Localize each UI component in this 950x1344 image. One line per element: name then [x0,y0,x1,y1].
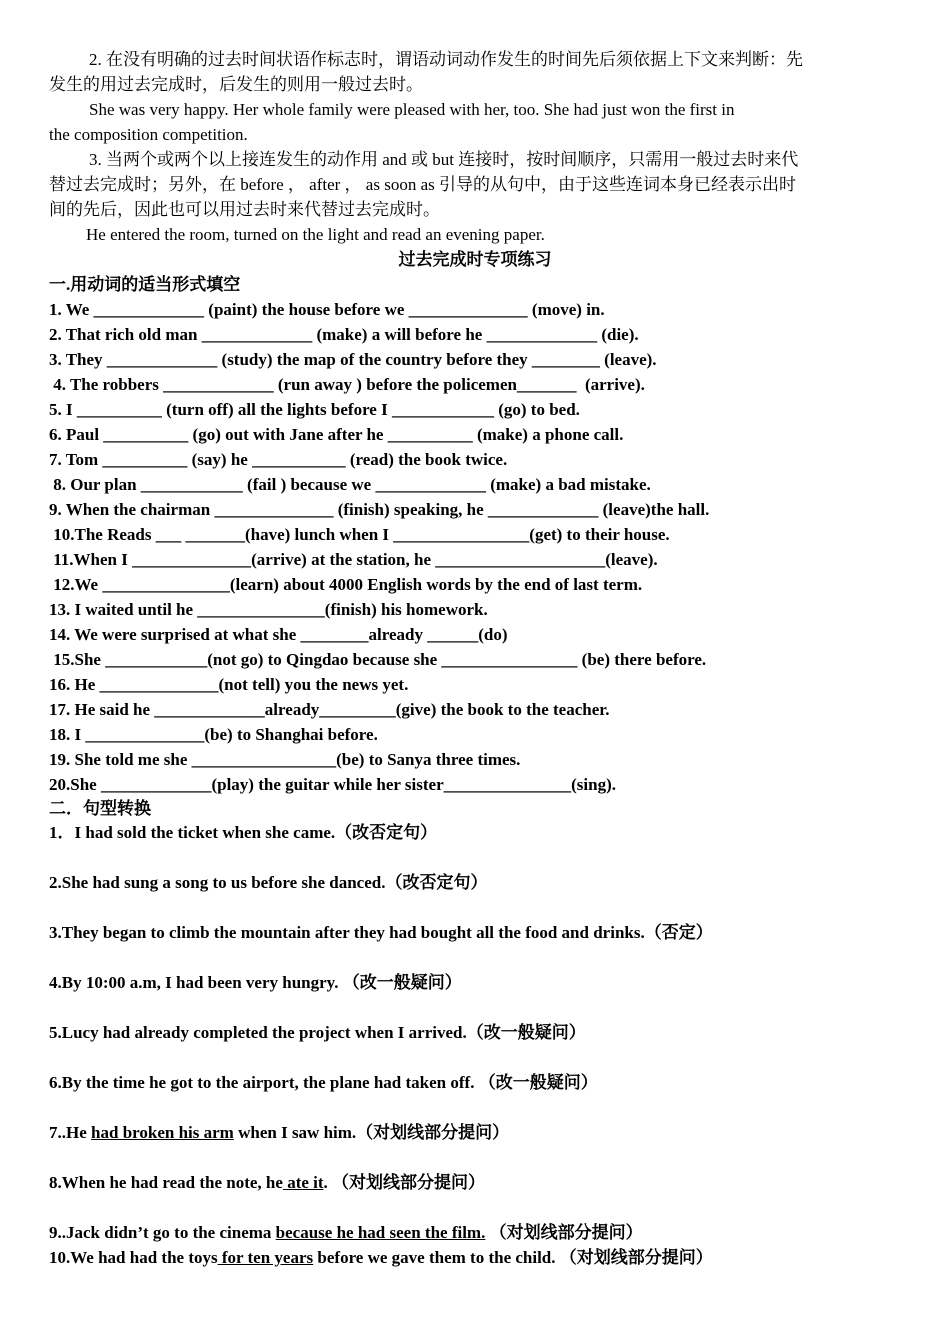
intro-p3-line3: 间的先后，因此也可以用过去时来代替过去完成时。 [49,200,440,219]
exercise-item: 11.When I ______________(arrive) at the station, he ____________________(leave). [49,550,658,569]
underlined-part: for ten years [217,1248,314,1267]
transform-question: 3.They began to climb the mountain after they had bought all the food and drinks.（否定） [49,923,713,942]
intro-example2: He entered the room, turned on the light and read an evening paper. [86,225,545,244]
exercise-item: 14. We were surprised at what she ________already ______(do) [49,625,508,644]
transform-question: 2.She had sung a song to us before she danced.（改否定句） [49,873,488,892]
section2-heading: 二．句型转换 [49,799,151,818]
question-text: 7..He [49,1123,92,1142]
intro-example1-line2: the composition competition. [49,125,248,144]
exercise-item: 15.She ____________(not go) to Qingdao because she ________________ (be) there before. [49,650,707,669]
transform-question: 4.By 10:00 a.m, I had been very hungry. （改一般疑问） [49,973,462,992]
exercise-item: 9. When the chairman ______________ (finish) speaking, he _____________ (leave)the hall. [49,500,710,519]
exercise-item: 17. He said he _____________already_________(give) the book to the teacher. [49,700,610,719]
question-text: . （对划线部分提问） [323,1173,486,1192]
question-text: 10.We had had the toys [49,1248,218,1267]
transform-question [49,1222,643,1244]
intro-p2-line1: 2. 在没有明确的过去时间状语作标志时，谓语动词动作发生的时间先后须依据上下文来判断：先 [89,50,803,69]
exercise-item: 10.The Reads ___ _______(have) lunch when I ________________(get) to their house. [49,525,670,544]
transform-question: 1．I had sold the ticket when she came.（改否定句） [49,823,438,842]
exercise-item: 7. Tom __________ (say) he ___________ (read) the book twice. [49,450,508,469]
intro-example1-line1: She was very happy. Her whole family were pleased with her, too. She had just won the first in [89,100,735,119]
transform-question: 5.Lucy had already completed the project when I arrived.（改一般疑问） [49,1023,586,1042]
question-text: when I saw him.（对划线部分提问） [233,1123,510,1142]
question-text: （对划线部分提问） [485,1223,643,1242]
exercise-item: 1. We _____________ (paint) the house before we ______________ (move) in. [49,300,605,319]
section1-heading: 一.用动词的适当形式填空 [49,275,241,294]
intro-p2-line2: 发生的用过去完成时，后发生的则用一般过去时。 [49,75,423,94]
underlined-part: because he had seen the film. [275,1223,486,1242]
exercise-item: 13. I waited until he _______________(finish) his homework. [49,600,488,619]
transform-question [49,1122,509,1144]
question-text: 9..Jack didn’t go to the cinema [49,1223,276,1242]
question-text: before we gave them to the child. （对划线部分提问） [313,1248,713,1267]
question-text: 8.When he had read the note, he [49,1173,283,1192]
intro-p3-line1: 3. 当两个或两个以上接连发生的动作用 and 或 but 连接时，按时间顺序，只需用一般过去时来代 [89,150,799,169]
exercise-item: 4. The robbers _____________ (run away ) before the policemen_______ (arrive). [49,375,645,394]
page-title: 过去完成时专项练习 [398,250,552,269]
transform-question: 6.By the time he got to the airport, the plane had taken off. （改一般疑问） [49,1073,598,1092]
intro-p3-line2: 替过去完成时；另外，在 before ， after ， as soon as 引导的从句中，由于这些连词本身已经表示出时 [49,175,796,194]
exercise-item: 8. Our plan ____________ (fail ) because we _____________ (make) a bad mistake. [49,475,651,494]
exercise-item: 3. They _____________ (study) the map of the country before they ________ (leave). [49,350,657,369]
exercise-item: 12.We _______________(learn) about 4000 English words by the end of last term. [49,575,643,594]
transform-question [49,1247,713,1269]
exercise-item: 18. I ______________(be) to Shanghai before. [49,725,378,744]
exercise-item: 6. Paul __________ (go) out with Jane after he __________ (make) a phone call. [49,425,624,444]
transform-question [49,1172,485,1194]
exercise-item: 20.She _____________(play) the guitar while her sister_______________(sing). [49,775,616,794]
underlined-part: ate it [282,1173,324,1192]
exercise-item: 5. I __________ (turn off) all the lights before I ____________ (go) to bed. [49,400,580,419]
underlined-part: had broken his arm [91,1123,234,1142]
exercise-item: 16. He ______________(not tell) you the news yet. [49,675,409,694]
exercise-item: 19. She told me she _________________(be) to Sanya three times. [49,750,521,769]
exercise-item: 2. That rich old man _____________ (make) a will before he _____________ (die). [49,325,639,344]
